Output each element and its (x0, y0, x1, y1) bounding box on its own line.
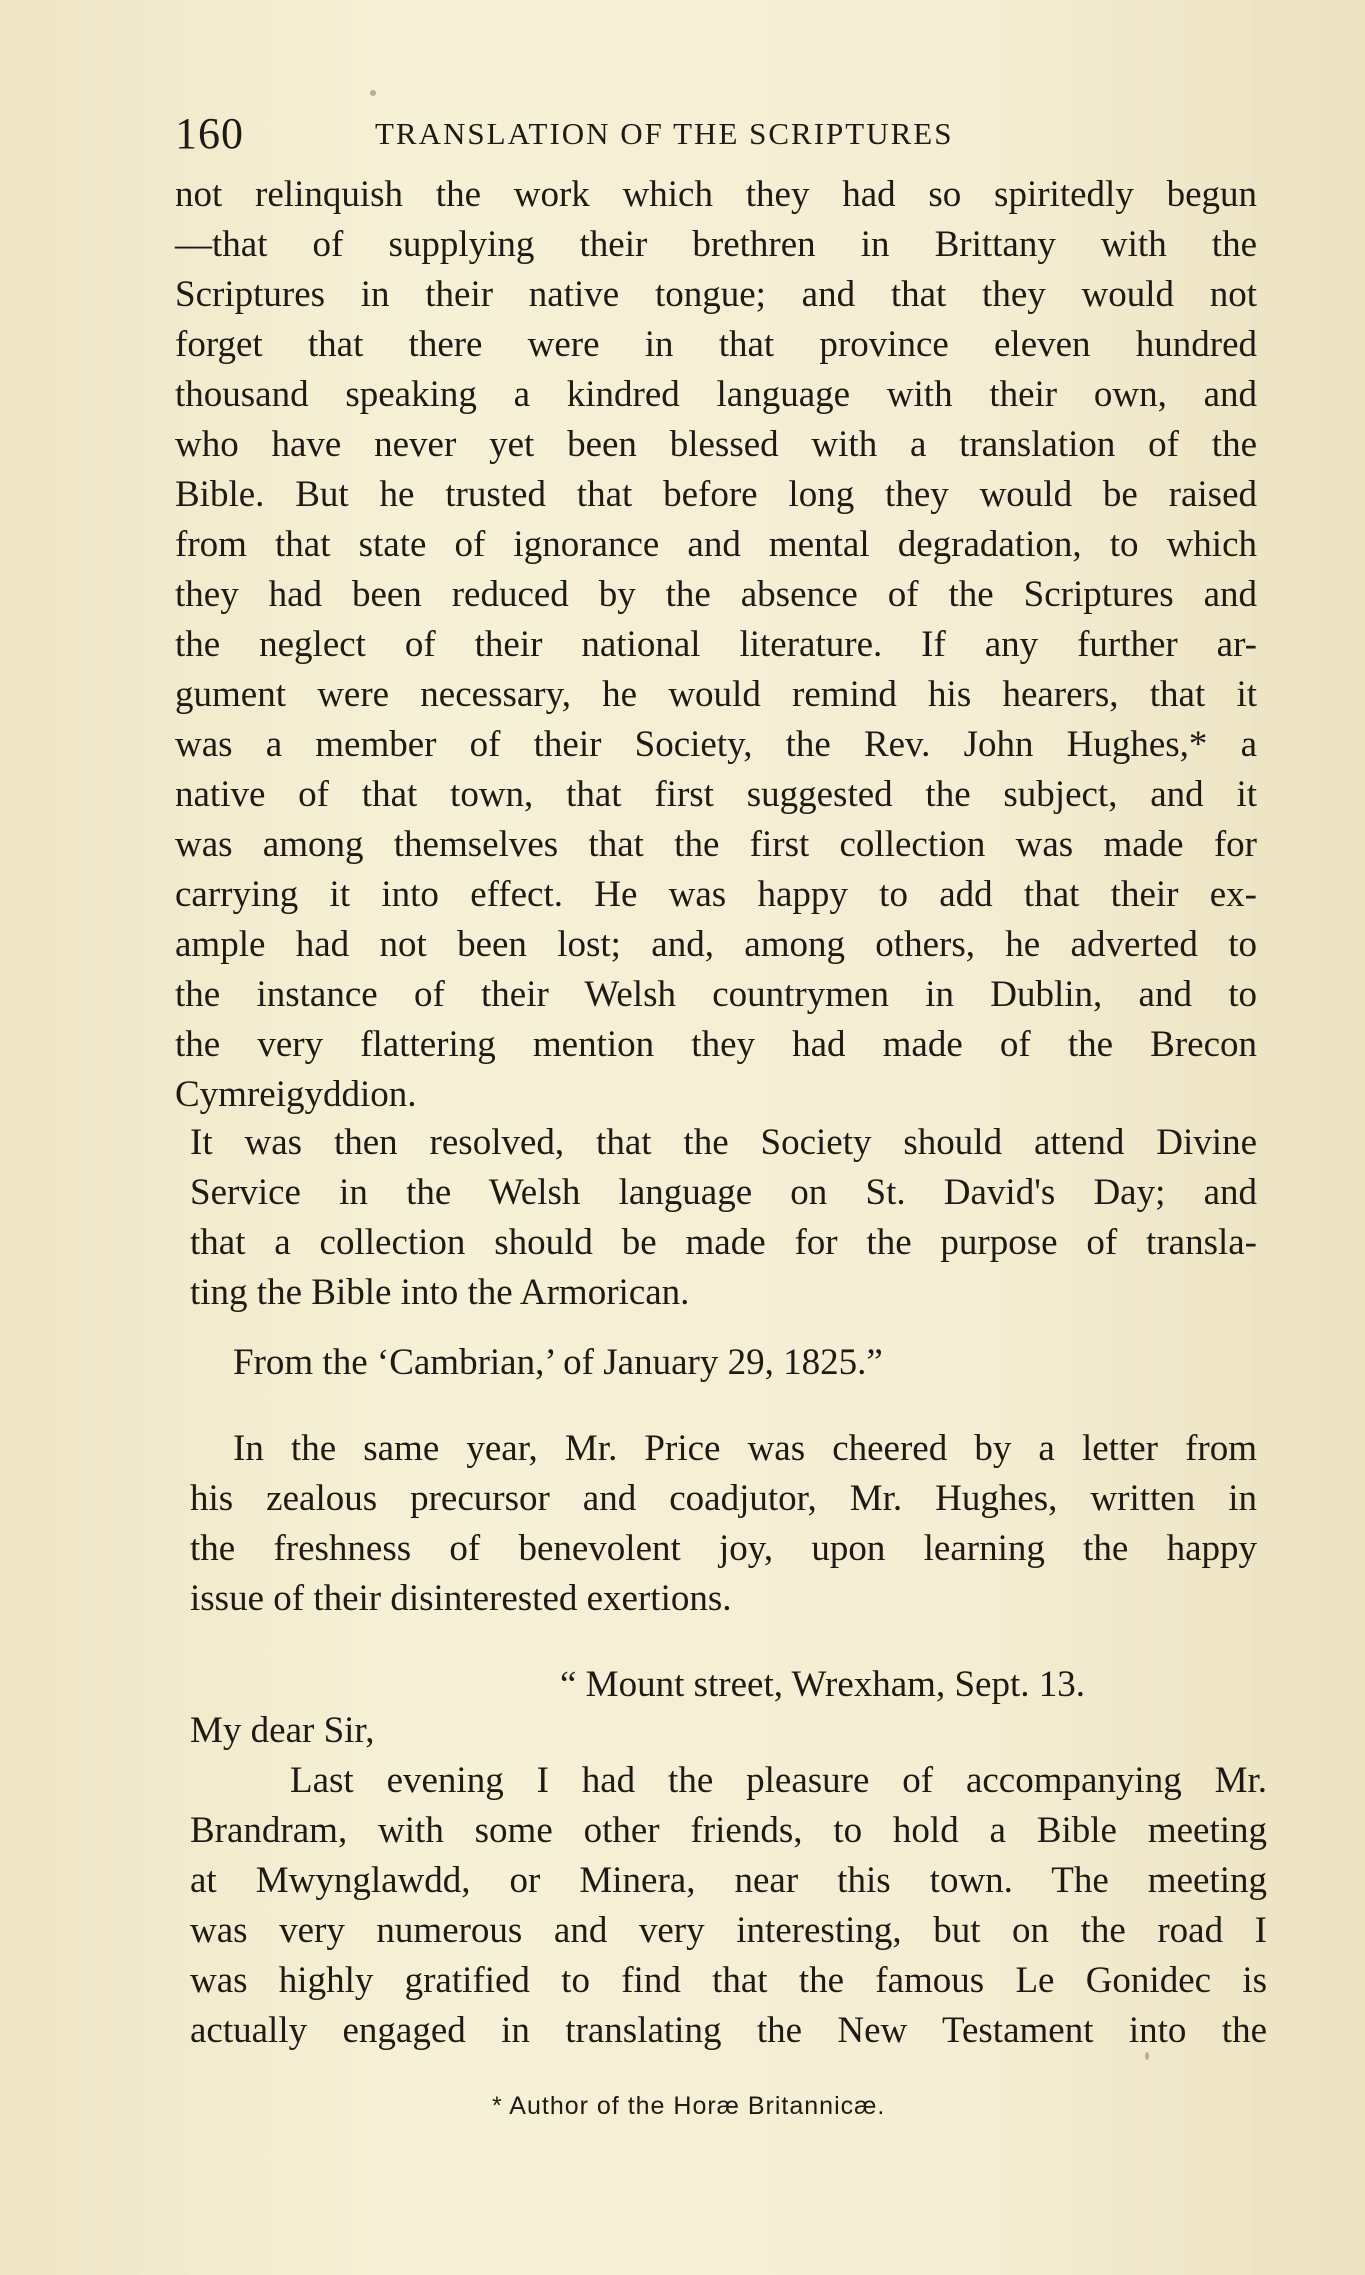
text-line: Cymreigyddion. (175, 1074, 417, 1115)
text-line: his zealous precursor and coadjutor, Mr. Hughes, written in (190, 1478, 1257, 1519)
text-line: ample had not been lost; and, among others, he adverted to (175, 924, 1257, 965)
text-line: thousand speaking a kindred language with their own, and (175, 374, 1257, 415)
text-line: carrying it into effect. He was happy to add that their ex- (175, 874, 1257, 915)
text-line: ting the Bible into the Armorican. (190, 1272, 690, 1313)
text-line: not relinquish the work which they had so spiritedly begun (175, 174, 1257, 215)
text-line: issue of their disinterested exertions. (190, 1578, 732, 1619)
text-line: Brandram, with some other friends, to hold a Bible meeting (190, 1810, 1267, 1851)
text-line: was highly gratified to find that the famous Le Gonidec is (190, 1960, 1267, 2001)
page-number: 160 (175, 109, 244, 158)
letter-salutation: My dear Sir, (190, 1710, 375, 1751)
page-header (175, 108, 1265, 168)
text-line: gument were necessary, he would remind his hearers, that it (175, 674, 1257, 715)
text-line: native of that town, that first suggested the subject, and it (175, 774, 1257, 815)
text-line: was among themselves that the first collection was made for (175, 824, 1257, 865)
paper-speck (370, 90, 376, 96)
text-line: Last evening I had the pleasure of accompanying Mr. (290, 1760, 1267, 1801)
paper-speck (1145, 2052, 1149, 2060)
text-line: Scriptures in their native tongue; and that they would not (175, 274, 1257, 315)
footnote: * Author of the Horæ Britannicæ. (492, 2092, 886, 2120)
text-line: was a member of their Society, the Rev. John Hughes,* a (175, 724, 1257, 765)
text-line: Service in the Welsh language on St. David's Day; and (190, 1172, 1257, 1213)
text-line: that a collection should be made for the purpose of transla- (190, 1222, 1257, 1263)
running-head: TRANSLATION OF THE SCRIPTURES (375, 116, 954, 151)
letter-dateline: “ Mount street, Wrexham, Sept. 13. (560, 1664, 1085, 1705)
text-line: the very flattering mention they had made of the Brecon (175, 1024, 1257, 1065)
text-line: In the same year, Mr. Price was cheered by a letter from (233, 1428, 1257, 1469)
citation-line: From the ‘Cambrian,’ of January 29, 1825.” (233, 1342, 883, 1383)
text-line: from that state of ignorance and mental degradation, to which (175, 524, 1257, 565)
text-line: forget that there were in that province eleven hundred (175, 324, 1257, 365)
text-line: Bible. But he trusted that before long they would be raised (175, 474, 1257, 515)
text-line: the neglect of their national literature. If any further ar- (175, 624, 1257, 665)
text-line: they had been reduced by the absence of the Scriptures and (175, 574, 1257, 615)
text-line: at Mwynglawdd, or Minera, near this town. The meeting (190, 1860, 1267, 1901)
text-line: who have never yet been blessed with a translation of the (175, 424, 1257, 465)
text-line: the freshness of benevolent joy, upon learning the happy (190, 1528, 1257, 1569)
text-line: actually engaged in translating the New Testament into the (190, 2010, 1267, 2051)
text-line: —that of supplying their brethren in Brittany with the (175, 224, 1257, 265)
text-line: It was then resolved, that the Society should attend Divine (190, 1122, 1257, 1163)
text-line: was very numerous and very interesting, but on the road I (190, 1910, 1267, 1951)
text-line: the instance of their Welsh countrymen in Dublin, and to (175, 974, 1257, 1015)
